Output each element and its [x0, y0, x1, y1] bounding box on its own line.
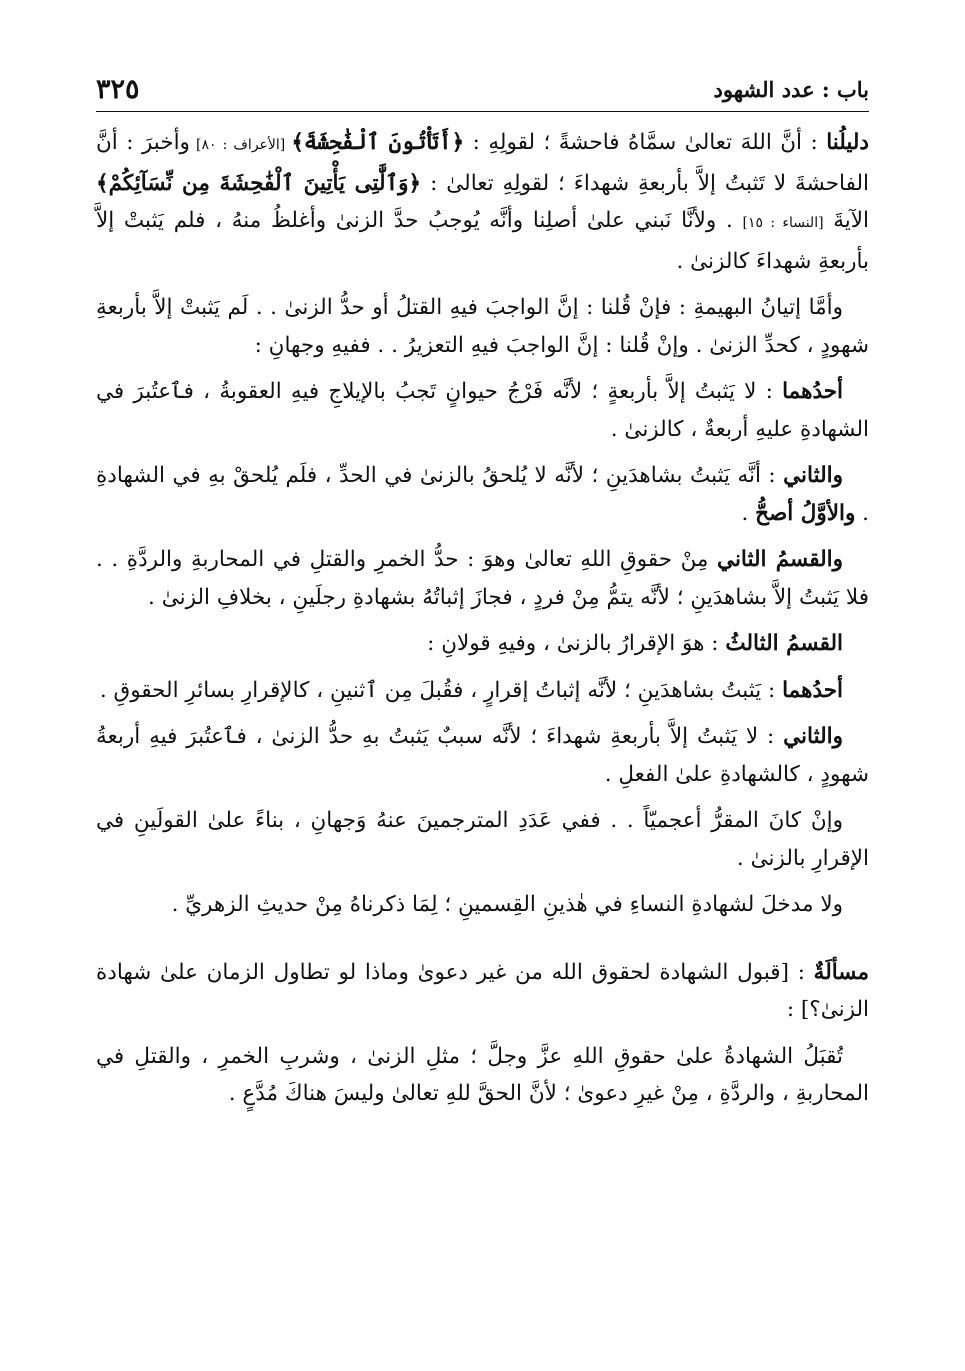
- paragraph-text: الآيةَ: [823, 208, 869, 233]
- paragraph-lead: القسمُ الثالثُ: [725, 631, 843, 656]
- masala-lead: مسألَةٌ: [813, 959, 869, 985]
- paragraph-text: : لا يَثبتُ إلاَّ بأربعةٍ ؛ لأنَّه فَرْجُ حيوانٍ تَجبُ بالإيلاجِ فيهِ العقوبةُ ، فٱعتُبرَ في الشهادةِ عليهِ أربعةٌ ، كالزنىٰ .: [96, 379, 869, 442]
- page-body: [96, 124, 869, 1122]
- paragraph-5: [96, 541, 869, 616]
- paragraph-lead: دليلُنا: [826, 130, 869, 155]
- paragraph-lead: والثاني: [783, 724, 843, 749]
- paragraph-text: : أنَّ اللهَ تعالىٰ سمَّاهُ فاحشةً ؛ لقولِهِ :: [464, 130, 827, 155]
- paragraph-3: [96, 373, 869, 448]
- paragraph-text: وإنْ كانَ المقرُّ أعجميّاً . . ففي عَدَدِ المترجمينَ عنهُ وَجهانِ ، بناءً علىٰ القولَينِ في الإقرارِ بالزنىٰ .: [96, 808, 869, 871]
- paragraph-2: [96, 289, 869, 364]
- paragraph-lead: والثاني: [783, 463, 843, 488]
- paragraph-text: : يَثبتُ بشاهدَينِ ؛ لأنَّه إثباتُ إقرارٍ ، فقُبلَ مِن ٱثنينِ ، كالإقرارِ بسائرِ الحقوقِ .: [99, 677, 783, 703]
- paragraph-6: [96, 625, 869, 663]
- quran-verse: ﴿وَٱلَّٰتِى يَأْتِينَ ٱلْفَٰحِشَةَ مِن نِّسَآئِكُمْ﴾: [96, 170, 422, 196]
- paragraph-text: مِنْ حقوقِ اللهِ تعالىٰ وهوَ : حدُّ الخمرِ والقتلِ في المحاربةِ والردَّةِ . . فلا يَثبتُ إلاَّ بشاهدَينِ ؛ لأنَّه يتمُّ مِنْ فردٍ ، فجازَ إثباتُهُ بشهادةِ رجلَينِ ، بخلافِ الزنىٰ .: [96, 547, 869, 610]
- page-header: [96, 74, 869, 104]
- masala-heading: [96, 954, 869, 1029]
- paragraph-1: [96, 124, 869, 280]
- paragraph-10: [96, 886, 869, 924]
- paragraph-text: ولا مدخلَ لشهادةِ النساءِ في هٰذينِ القِسمينِ ؛ لِمَا ذكرناهُ مِنْ حديثِ الزهريِّ .: [171, 892, 843, 917]
- paragraph-7: [96, 672, 869, 710]
- verse-reference: [الأعراف : ٨٠]: [189, 137, 292, 153]
- paragraph-lead: أحدُهما: [782, 677, 843, 703]
- paragraph-text: وأمَّا إتيانُ البهيمةِ : فإنْ قُلنا : إنَّ الواجبَ فيهِ القتلُ أو حدُّ الزنىٰ . . لَم يَثبتْ إلاَّ بأربعةِ شهودٍ ، كحدِّ الزنىٰ . وإنْ قُلنا : إنَّ الواجبَ فيهِ التعزيرُ . . ففيهِ وجهانِ :: [96, 295, 869, 358]
- paragraph-text: : لا يَثبتُ إلاَّ بأربعةِ شهداءَ ؛ لأنَّه سببٌ يَثبتُ بهِ حدُّ الزنىٰ ، فٱعتُبرَ فيهِ أربعةُ شهودٍ ، كالشهادةِ علىٰ الفعلِ .: [96, 724, 869, 787]
- masala-section: [96, 954, 869, 1113]
- header-rule: [96, 111, 869, 112]
- paragraph-text: تُقبَلُ الشهادةُ علىٰ حقوقِ اللهِ عزَّ وجلَّ ؛ مثلِ الزنىٰ ، وشربِ الخمرِ ، والقتلِ في المحاربةِ ، والردَّةِ ، مِنْ غيرِ دعوىٰ ؛ لأنَّ الحقَّ للهِ تعالىٰ وليسَ هناكَ مُدَّعٍ .: [96, 1043, 869, 1106]
- paragraph-8: [96, 718, 869, 793]
- paragraph-text: : هوَ الإقرارُ بالزنىٰ ، وفيهِ قولانِ :: [427, 631, 726, 656]
- chapter-title: باب : عدد الشهود: [713, 76, 869, 102]
- paragraph-4: [96, 457, 869, 532]
- paragraph-text: : أنَّه يَثبتُ بشاهدَينِ ؛ لأنَّه لا يُلحقُ بالزنىٰ في الحدِّ ، فلَم يُلحقْ بهِ في الشهادةِ .: [96, 463, 869, 526]
- page-number: ٣٢٥: [96, 73, 140, 105]
- paragraph-tail: والأوَّلُ أصحُّ: [755, 500, 856, 526]
- masala-paragraph: [96, 1038, 869, 1113]
- verse-reference: [النساء : ١٥]: [742, 215, 824, 231]
- paragraph-lead: والقسمُ الثاني: [717, 547, 843, 572]
- paragraph-9: [96, 802, 869, 877]
- paragraph-lead: أحدُهما: [782, 379, 843, 404]
- paragraph-text: . ولأنَّا نَبني علىٰ أصلِنا وأنَّه يُوجبُ حدَّ الزنىٰ وأغلظُ منهُ ، فلم يَثبتْ إلاَّ بأربعةِ شهداءَ كالزنىٰ .: [96, 208, 869, 274]
- paragraph-text: وأخبرَ : أنَّ الفاحشةَ لا تَثبتُ إلاَّ بأربعةِ شهداءَ ؛ لقولِهِ تعالىٰ :: [96, 130, 869, 196]
- masala-title: : [قبول الشهادة لحقوق الله من غير دعوىٰ وماذا لو تطاول الزمان علىٰ شهادة الزنىٰ؟] :: [96, 959, 869, 1022]
- paragraph-text: .: [741, 500, 756, 526]
- quran-verse: ﴿أَتَأْتُونَ ٱلْفَٰحِشَةَ﴾: [291, 130, 465, 155]
